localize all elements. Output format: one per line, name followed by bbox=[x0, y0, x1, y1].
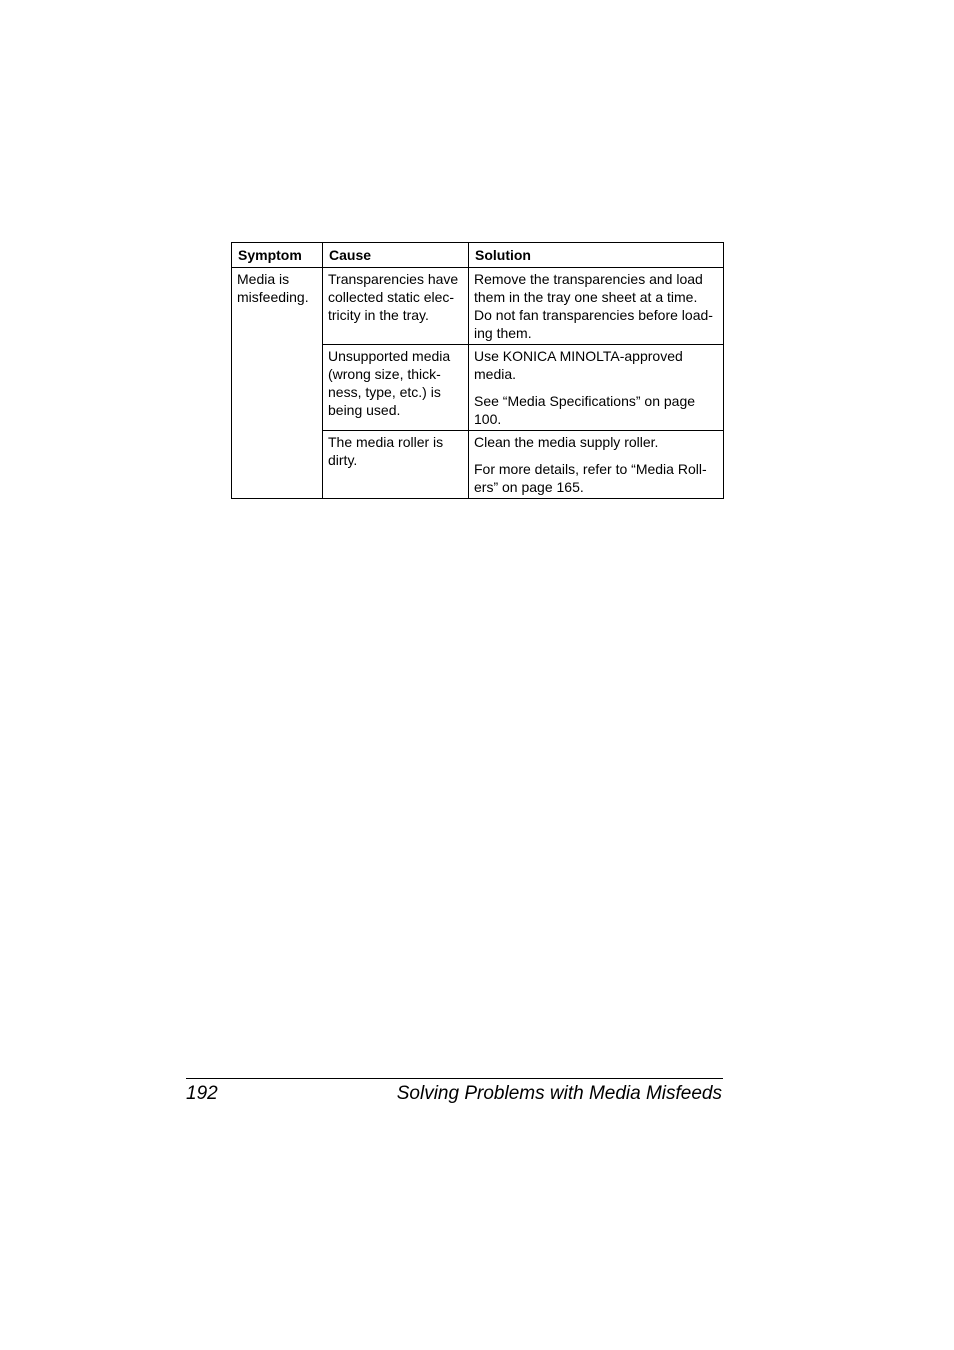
solution-text: See “Media Specifications” on page 100. bbox=[474, 393, 696, 427]
page-number: 192 bbox=[186, 1083, 218, 1104]
footer-section-title: Solving Problems with Media Misfeeds bbox=[396, 1083, 722, 1104]
table-header-row bbox=[232, 243, 724, 268]
solution-text: For more details, refer to “Media Roll-ers” on page 165. bbox=[474, 461, 707, 495]
symptom-cell bbox=[232, 268, 323, 499]
header-cause: Cause bbox=[323, 243, 469, 268]
cause-text: The media roller is dirty. bbox=[328, 434, 444, 468]
cause-cell bbox=[323, 268, 469, 345]
cause-cell bbox=[323, 345, 469, 431]
table-row bbox=[232, 268, 724, 345]
troubleshooting-table bbox=[231, 242, 724, 499]
solution-cell bbox=[469, 268, 724, 345]
solution-text: Remove the transparencies and load them in the tray one sheet at a time. Do not fan transparencies before load-ing them. bbox=[474, 271, 713, 341]
solution-cell bbox=[469, 431, 724, 499]
symptom-text: Media is misfeeding. bbox=[237, 271, 309, 305]
cause-cell bbox=[323, 431, 469, 499]
solution-text: Use KONICA MINOLTA-approved media. bbox=[474, 348, 683, 382]
footer-divider bbox=[186, 1078, 723, 1079]
header-solution: Solution bbox=[469, 243, 724, 268]
cause-text: Transparencies have collected static elec-tricity in the tray. bbox=[328, 271, 459, 323]
header-symptom: Symptom bbox=[232, 243, 323, 268]
solution-text: Clean the media supply roller. bbox=[474, 434, 659, 450]
cause-text: Unsupported media (wrong size, thick-ness, type, etc.) is being used. bbox=[328, 348, 451, 418]
solution-cell bbox=[469, 345, 724, 431]
